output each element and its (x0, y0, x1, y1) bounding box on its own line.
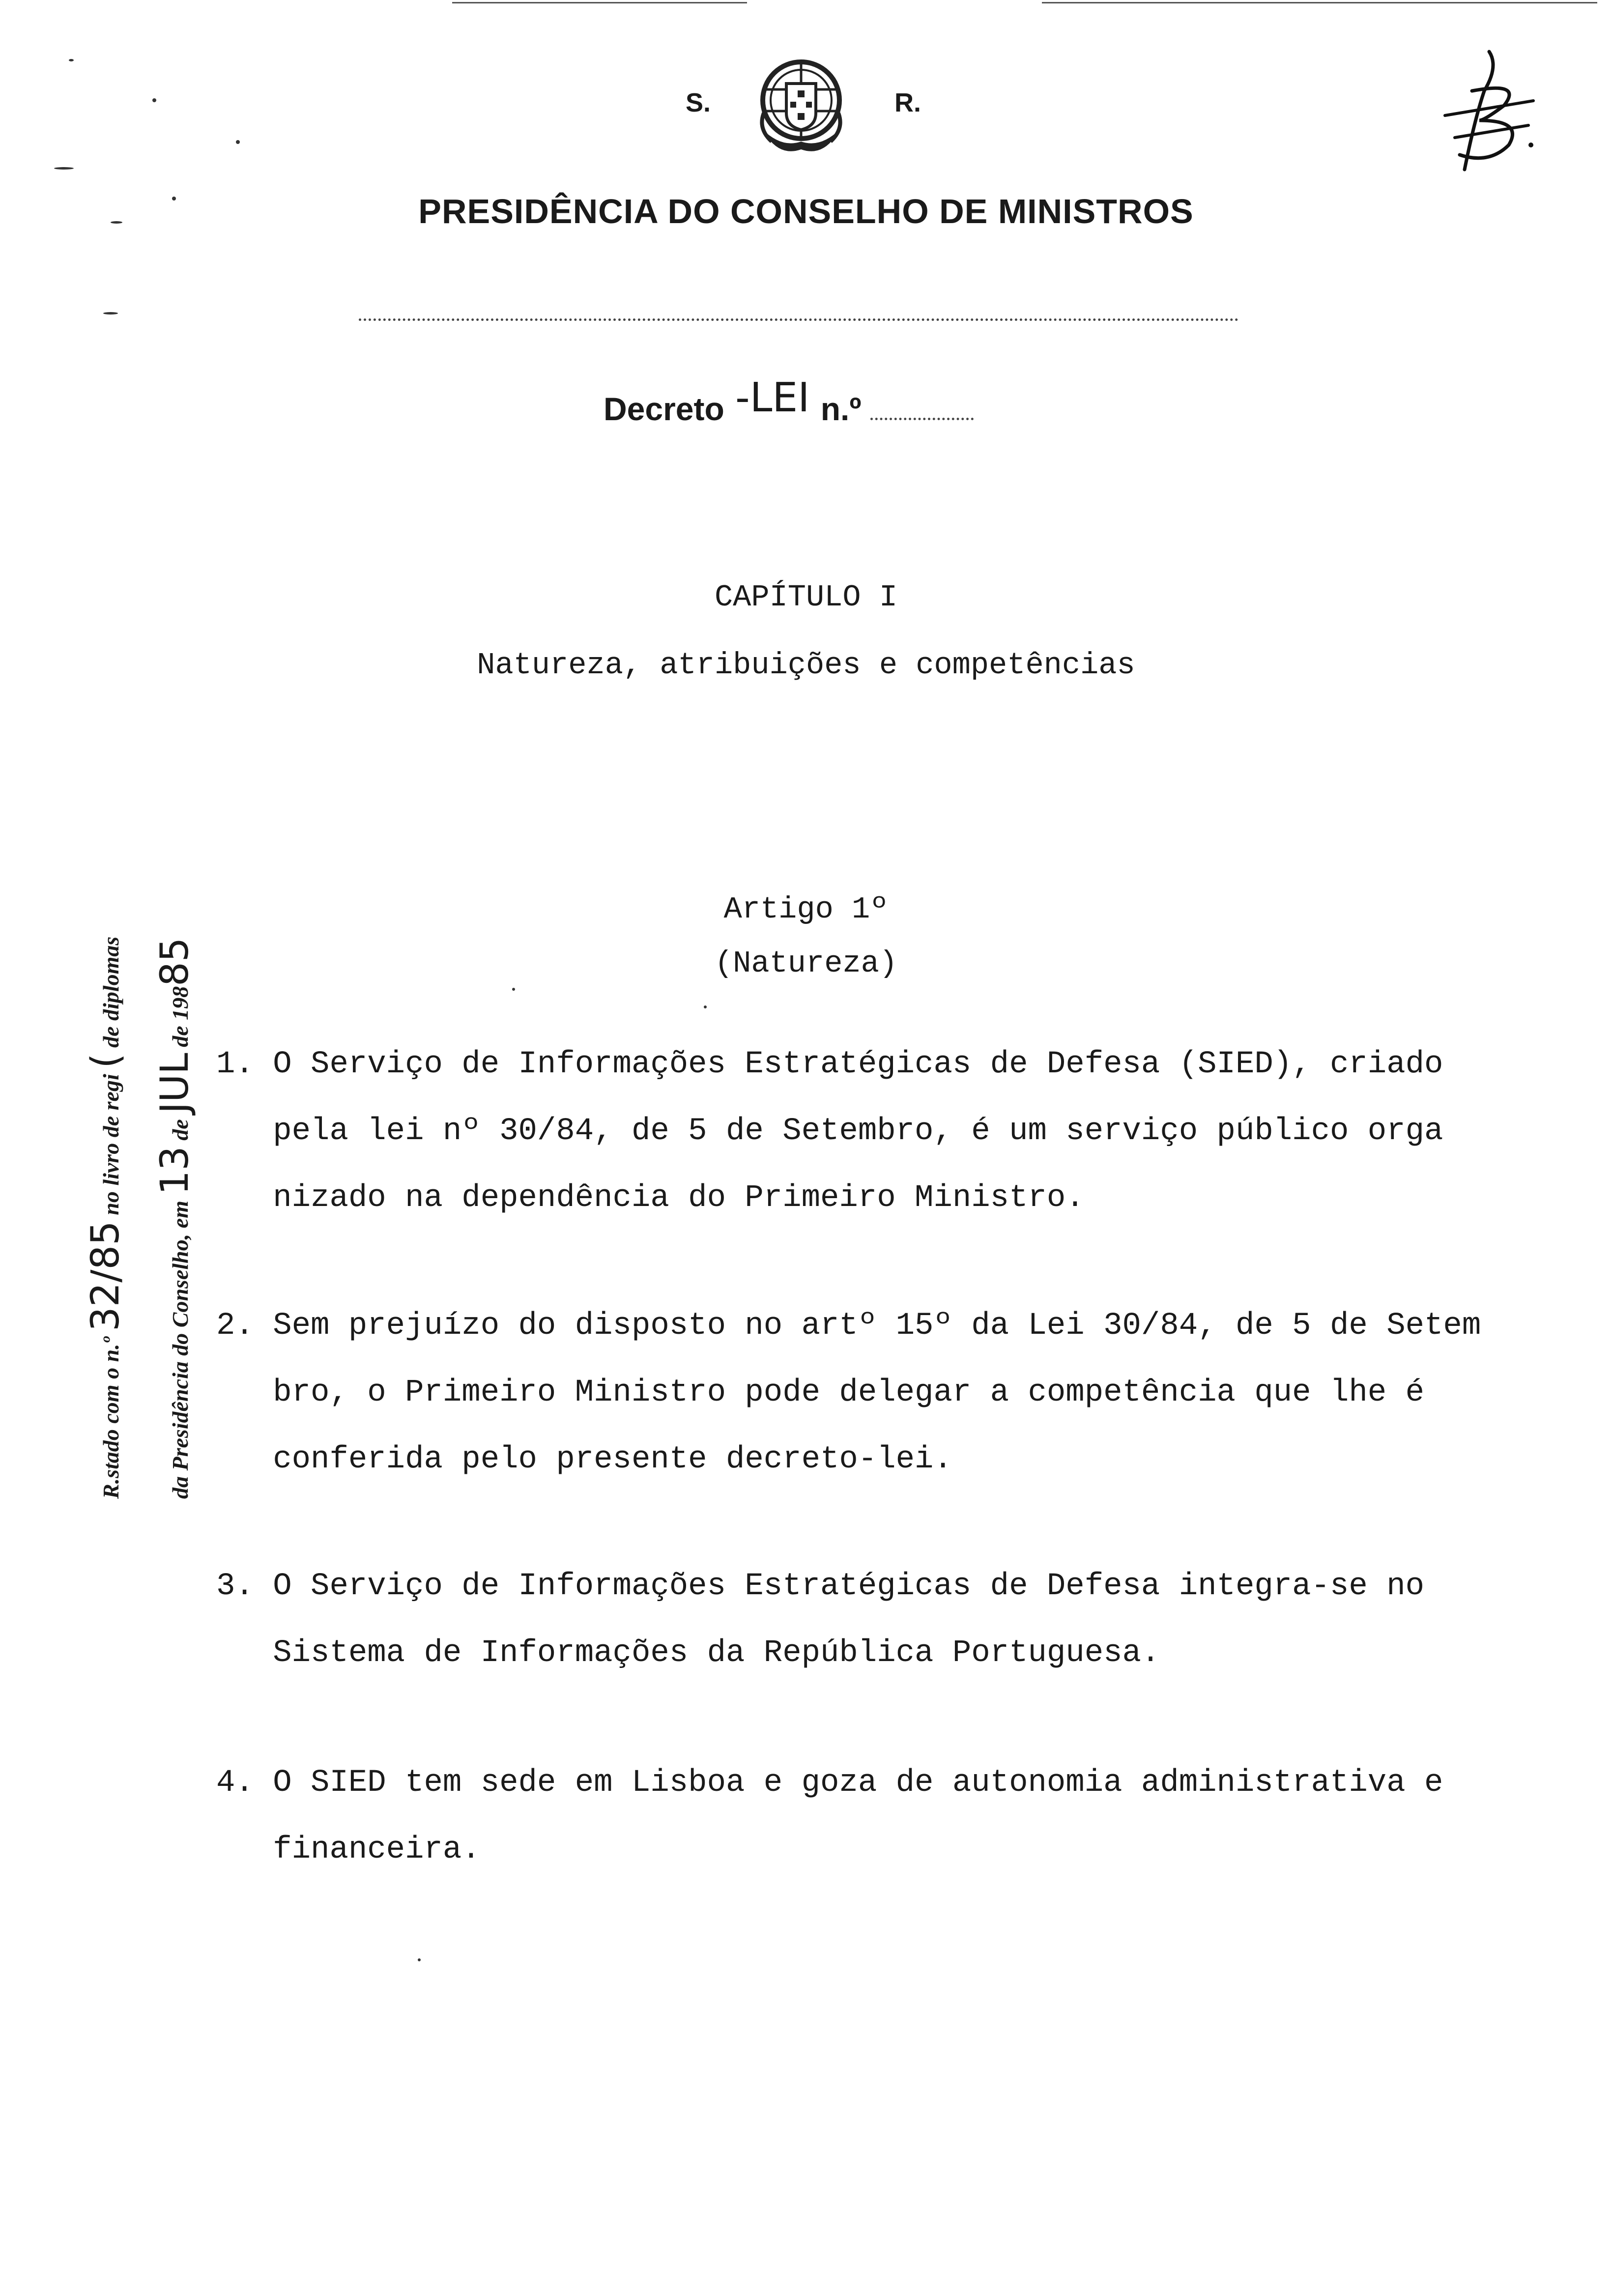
scan-speck (704, 1005, 707, 1008)
decree-number-line (604, 374, 974, 430)
paragraph-number: 2. (216, 1308, 254, 1344)
scan-speck (111, 221, 122, 224)
paragraph-number: 4. (216, 1765, 254, 1801)
paragraph-2 (216, 1292, 1553, 1493)
article-subtitle: (Natureza) (714, 946, 898, 981)
top-scan-edge (1042, 2, 1597, 3)
paragraph-line: Sem prejuízo do disposto no artº 15º da Lei 30/84, de 5 de Setem (273, 1308, 1481, 1344)
scan-speck (103, 312, 118, 315)
registration-day: 13 (153, 1146, 197, 1195)
decree-handwritten-type: -LEI (735, 374, 810, 421)
ministry-heading: PRESIDÊNCIA DO CONSELHO DE MINISTROS (418, 192, 1194, 230)
article-title: Artigo 1º (723, 892, 889, 927)
registration-month: JUL (153, 1053, 197, 1114)
registration-stamp (74, 565, 212, 1499)
paragraph-line: O SIED tem sede em Lisboa e goza de autonomia administrativa e (273, 1765, 1443, 1801)
decree-label: Decreto (604, 391, 724, 427)
separator-rule (359, 318, 1238, 321)
paragraph-line: conferida pelo presente decreto-lei. (273, 1442, 952, 1477)
scan-speck (418, 1958, 421, 1961)
scan-speck (69, 59, 74, 61)
registration-stamp-line-2: da Presidência do Conselho, em 13 de JUL de 19885 (153, 937, 197, 1499)
scan-speck (236, 140, 240, 144)
paragraph-line: bro, o Primeiro Ministro pode delegar a competência que lhe é (273, 1375, 1424, 1410)
paragraph-line: nizado na dependência do Primeiro Ministro. (273, 1180, 1085, 1216)
paragraph-line: O Serviço de Informações Estratégicas de Defesa (SIED), criado (273, 1047, 1443, 1082)
handwritten-initials-icon (1425, 47, 1543, 174)
paragraph-number: 3. (216, 1569, 254, 1604)
header-right-letter: R. (894, 88, 921, 117)
decree-number-label: n.º (820, 391, 862, 427)
paragraph-4 (216, 1750, 1553, 1883)
registration-stamp-line-1: R.stado com o n.º 32/85 no livro de regi ( de diplomas (84, 936, 128, 1499)
paragraph-line: O Serviço de Informações Estratégicas de Defesa integra-se no (273, 1569, 1424, 1604)
header-left-letter: S. (686, 88, 711, 117)
decree-number-blank (870, 413, 974, 420)
paragraph-number: 1. (216, 1047, 254, 1082)
registration-year: 85 (153, 937, 197, 986)
paragraph-1 (216, 1031, 1553, 1232)
paragraph-line: Sistema de Informações da República Portuguesa. (273, 1636, 1160, 1671)
paragraph-line: pela lei nº 30/84, de 5 de Setembro, é um serviço público orga (273, 1114, 1443, 1149)
scan-speck (512, 988, 515, 991)
paragraph-3 (216, 1553, 1553, 1687)
top-scan-edge (452, 2, 747, 3)
scan-speck (172, 197, 176, 201)
paragraph-line: financeira. (273, 1832, 481, 1867)
registration-number: 32/85 (84, 1221, 128, 1332)
coat-of-arms-icon (752, 55, 850, 158)
scan-speck (152, 98, 156, 102)
scan-speck (54, 167, 74, 170)
chapter-title: CAPÍTULO I (714, 580, 898, 615)
chapter-subtitle: Natureza, atribuições e competências (477, 648, 1135, 683)
